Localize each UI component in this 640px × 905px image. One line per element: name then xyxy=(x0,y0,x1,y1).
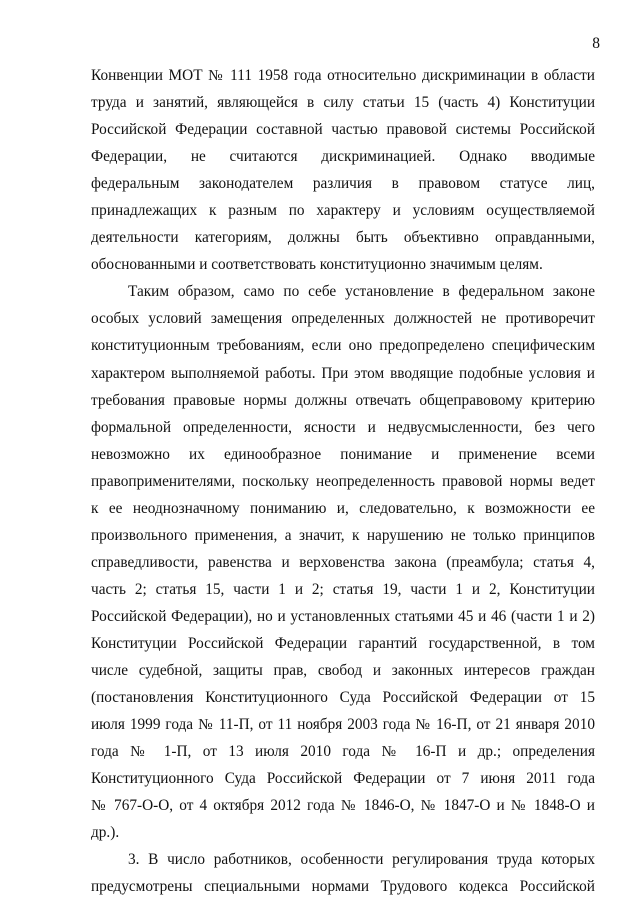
text-line: обоснованными и соответствовать конституционно значимым целям. xyxy=(91,256,543,274)
text-line: конституционным требованиям, если оно предопределено специфическим xyxy=(91,337,595,355)
text-line: справедливости, равенства и верховенства закона (преамбула; статья 4, xyxy=(91,553,595,571)
text-line: произвольного применения, а значит, к нарушению не только принципов xyxy=(91,526,595,544)
text-line: правоприменителями, поскольку неопределенность правовой нормы ведет xyxy=(91,472,595,490)
text-line: федеральным законодателем различия в правовом статусе лиц, xyxy=(91,175,595,193)
text-line: № 767-О-О, от 4 октября 2012 года № 1846-О, № 1847-О и № 1848-О и xyxy=(91,797,595,815)
text-line: характером выполняемой работы. При этом вводящие подобные условия и xyxy=(91,364,595,382)
text-line: Конституционного Суда Российской Федерации от 7 июня 2011 года xyxy=(91,770,595,788)
text-line: Федерации, не считаются дискриминацией. Однако вводимые xyxy=(91,148,595,166)
text-line: Конвенции МОТ № 111 1958 года относительно дискриминации в области xyxy=(91,67,595,84)
text-line: к ее неоднозначному пониманию и, следовательно, к возможности ее xyxy=(91,499,595,517)
text-line: года № 1-П, от 13 июля 2010 года № 16-П и др.; определения xyxy=(91,743,595,761)
text-line: труда и занятий, являющейся в силу статьи 15 (часть 4) Конституции xyxy=(91,94,595,112)
page-number: 8 xyxy=(592,35,600,52)
text-line: Российской Федерации составной частью правовой системы Российской xyxy=(91,121,595,139)
text-line: Таким образом, само по себе установление в федеральном законе xyxy=(128,283,595,301)
text-line: невозможно их единообразное понимание и применение всеми xyxy=(91,445,595,463)
text-line: требования правовые нормы должны отвечать общеправовому критерию xyxy=(91,391,595,409)
document-body xyxy=(91,62,595,900)
text-line: принадлежащих к разным по характеру и условиям осуществляемой xyxy=(91,202,595,220)
text-line: деятельности категориям, должны быть объективно оправданными, xyxy=(91,229,595,247)
text-line: Конституции Российской Федерации гарантий государственной, в том xyxy=(91,634,595,652)
text-line: числе судебной, защиты прав, свобод и законных интересов граждан xyxy=(91,662,595,680)
text-line: часть 2; статья 15, части 1 и 2; статья 19, части 1 и 2, Конституции xyxy=(91,580,595,598)
text-line: Российской Федерации), но и установленных статьями 45 и 46 (части 1 и 2) xyxy=(91,607,595,625)
text-line: 3. В число работников, особенности регулирования труда которых xyxy=(128,851,595,869)
text-line: др.). xyxy=(91,824,120,842)
text-line: (постановления Конституционного Суда Российской Федерации от 15 xyxy=(91,689,595,707)
text-line: формальной определенности, ясности и недвусмысленности, без чего xyxy=(91,418,595,436)
text-line: июля 1999 года № 11-П, от 11 ноября 2003 года № 16-П, от 21 января 2010 xyxy=(91,716,595,734)
text-line: предусмотрены специальными нормами Трудового кодекса Российской xyxy=(91,878,595,896)
text-line: особых условий замещения определенных должностей не противоречит xyxy=(91,310,595,328)
